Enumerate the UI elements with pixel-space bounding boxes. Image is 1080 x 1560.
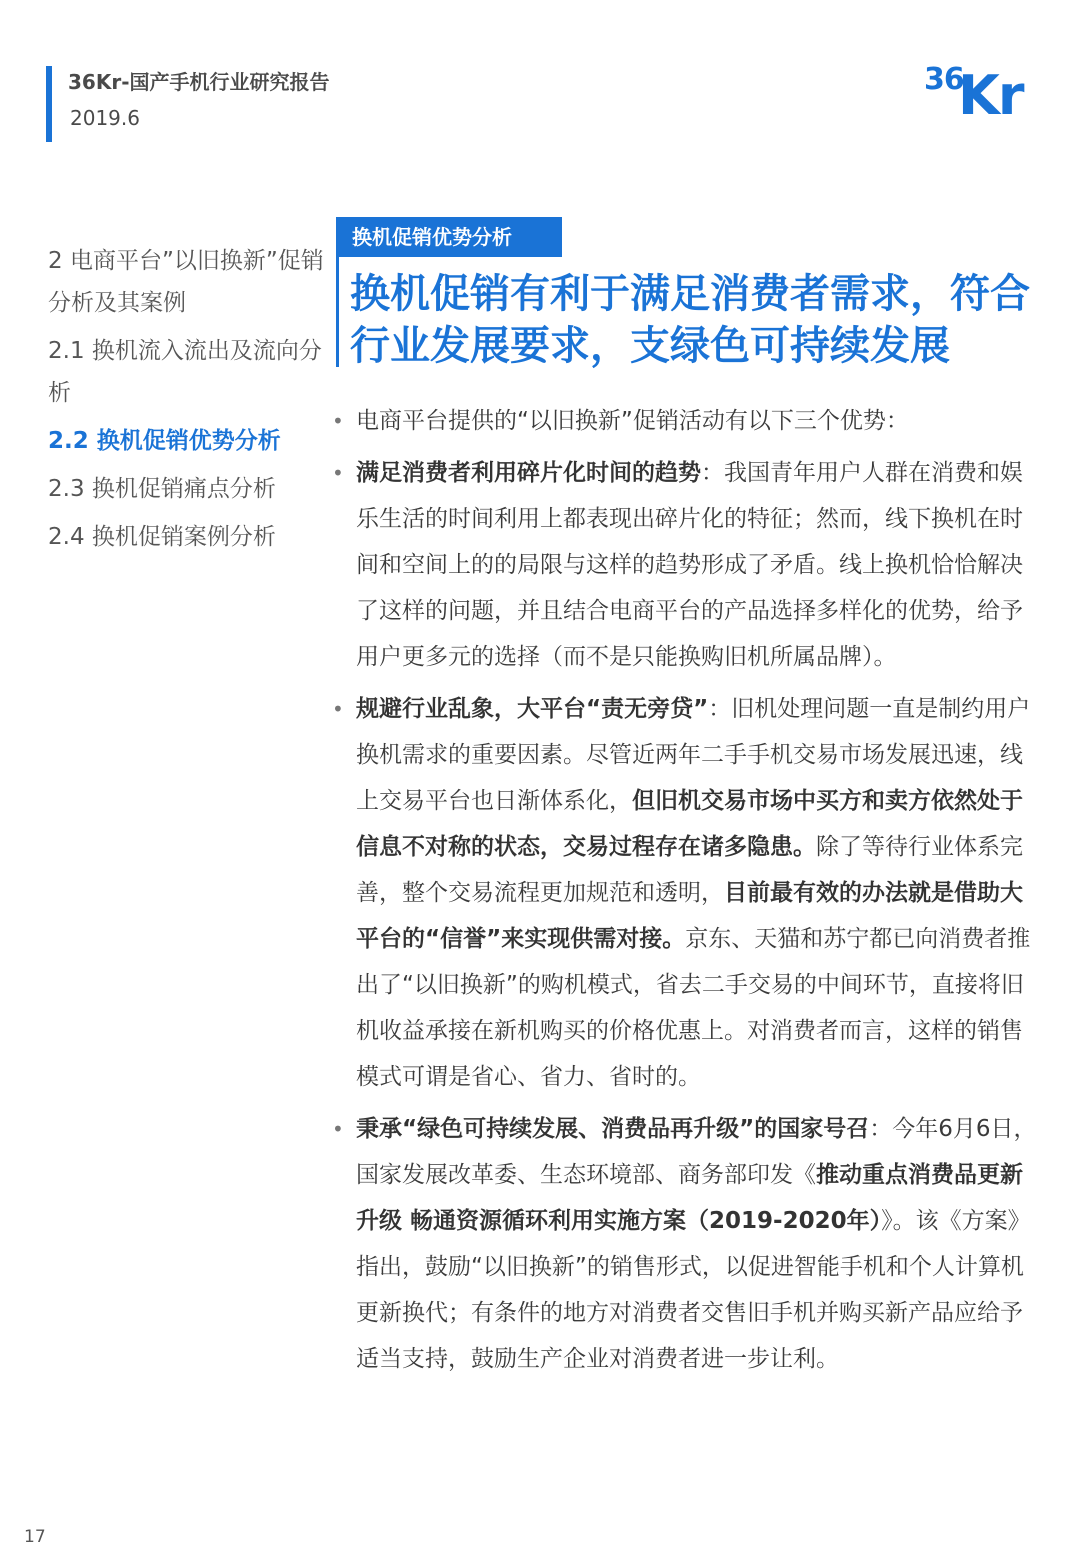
bullet-dot-icon: •: [332, 1117, 344, 1141]
bullet-text: 京东、天猫和苏宁都已向消费者推出了“以旧换新”的购机模式，省去二手交易的中间环节，直接将旧机收益承接在新机购买的价格优惠上。对消费者而言，这样的销售模式可谓是省心、省力、省时的。: [356, 926, 1031, 1090]
bullet-emphasis: 但旧机交易市场中买方和卖方依然处于信息不对称的状态，交易过程存在诸多隐患。: [356, 788, 1023, 860]
logo-kr: Kr: [958, 64, 1023, 127]
bullet-text: ：我国青年用户人群在消费和娱乐生活的时间利用上都表现出碎片化的特征；然而，线下换机在时间和空间上的的局限与这样的趋势形成了矛盾。线上换机恰恰解决了这样的问题，并且结合电商平台的产品选择多样化的优势，给予用户更多元的选择（而不是只能换购旧机所属品牌）。: [356, 460, 1023, 670]
section-rule: [336, 257, 339, 367]
page-title: 换机促销有利于满足消费者需求，符合行业发展要求，支绿色可持续发展: [350, 271, 1030, 369]
toc-item-2[interactable]: 2 电商平台”以旧换新”促销分析及其案例: [48, 248, 324, 316]
bullet-intro: [332, 398, 1037, 444]
header-accent-bar: [46, 66, 52, 142]
body-text: [332, 398, 1037, 1388]
bullet-dot-icon: •: [332, 697, 344, 721]
toc-item-2-1[interactable]: 2.1 换机流入流出及流向分析: [48, 338, 322, 406]
bullet-platform-trust: [332, 686, 1037, 1100]
toc-item-2-3[interactable]: 2.3 换机促销痛点分析: [48, 476, 276, 502]
bullet-emphasis: 目前最有效的办法就是借助大平台的“信誉”来实现供需对接。: [356, 880, 1023, 952]
bullet-text: 》。该《方案》指出，鼓励“以旧换新”的销售形式，以促进智能手机和个人计算机更新换代；有条件的地方对消费者交售旧手机并购买新产品应给予适当支持，鼓励生产企业对消费者进一步让利。: [356, 1208, 1031, 1372]
page-number: 17: [24, 1527, 46, 1547]
intro-text: 电商平台提供的“以旧换新”促销活动有以下三个优势：: [356, 408, 909, 434]
section-tag: 换机促销优势分析: [336, 217, 562, 257]
policy-document-title: 推动重点消费品更新升级 畅通资源循环利用实施方案（2019-2020年）: [356, 1162, 1023, 1234]
bullet-heading: 规避行业乱象，大平台“责无旁贷”: [356, 696, 709, 722]
bullet-fragmented-time: [332, 450, 1037, 680]
bullet-heading: 满足消费者利用碎片化时间的趋势: [356, 460, 701, 486]
logo-36: 36: [924, 62, 964, 97]
brand-logo: [922, 58, 1040, 130]
toc-item-2-4[interactable]: 2.4 换机促销案例分析: [48, 524, 276, 550]
bullet-dot-icon: •: [332, 409, 344, 433]
bullet-text: 除了等待行业体系完善，整个交易流程更加规范和透明，: [356, 834, 1023, 906]
bullet-dot-icon: •: [332, 461, 344, 485]
bullet-text: ：今年6月6日，国家发展改革委、生态环境部、商务部印发《: [356, 1116, 1037, 1188]
report-date: 2019.6: [70, 106, 140, 130]
bullet-heading: 秉承“绿色可持续发展、消费品再升级”的国家号召: [356, 1116, 870, 1142]
bullet-national-policy: [332, 1106, 1037, 1382]
bullet-text: ：旧机处理问题一直是制约用户换机需求的重要因素。尽管近两年二手手机交易市场发展迅速，线上交易平台也日渐体系化，: [356, 696, 1031, 814]
toc-item-2-2[interactable]: 2.2 换机促销优势分析: [48, 428, 281, 454]
table-of-contents: [48, 240, 333, 564]
report-title: 36Kr-国产手机行业研究报告: [68, 70, 330, 94]
